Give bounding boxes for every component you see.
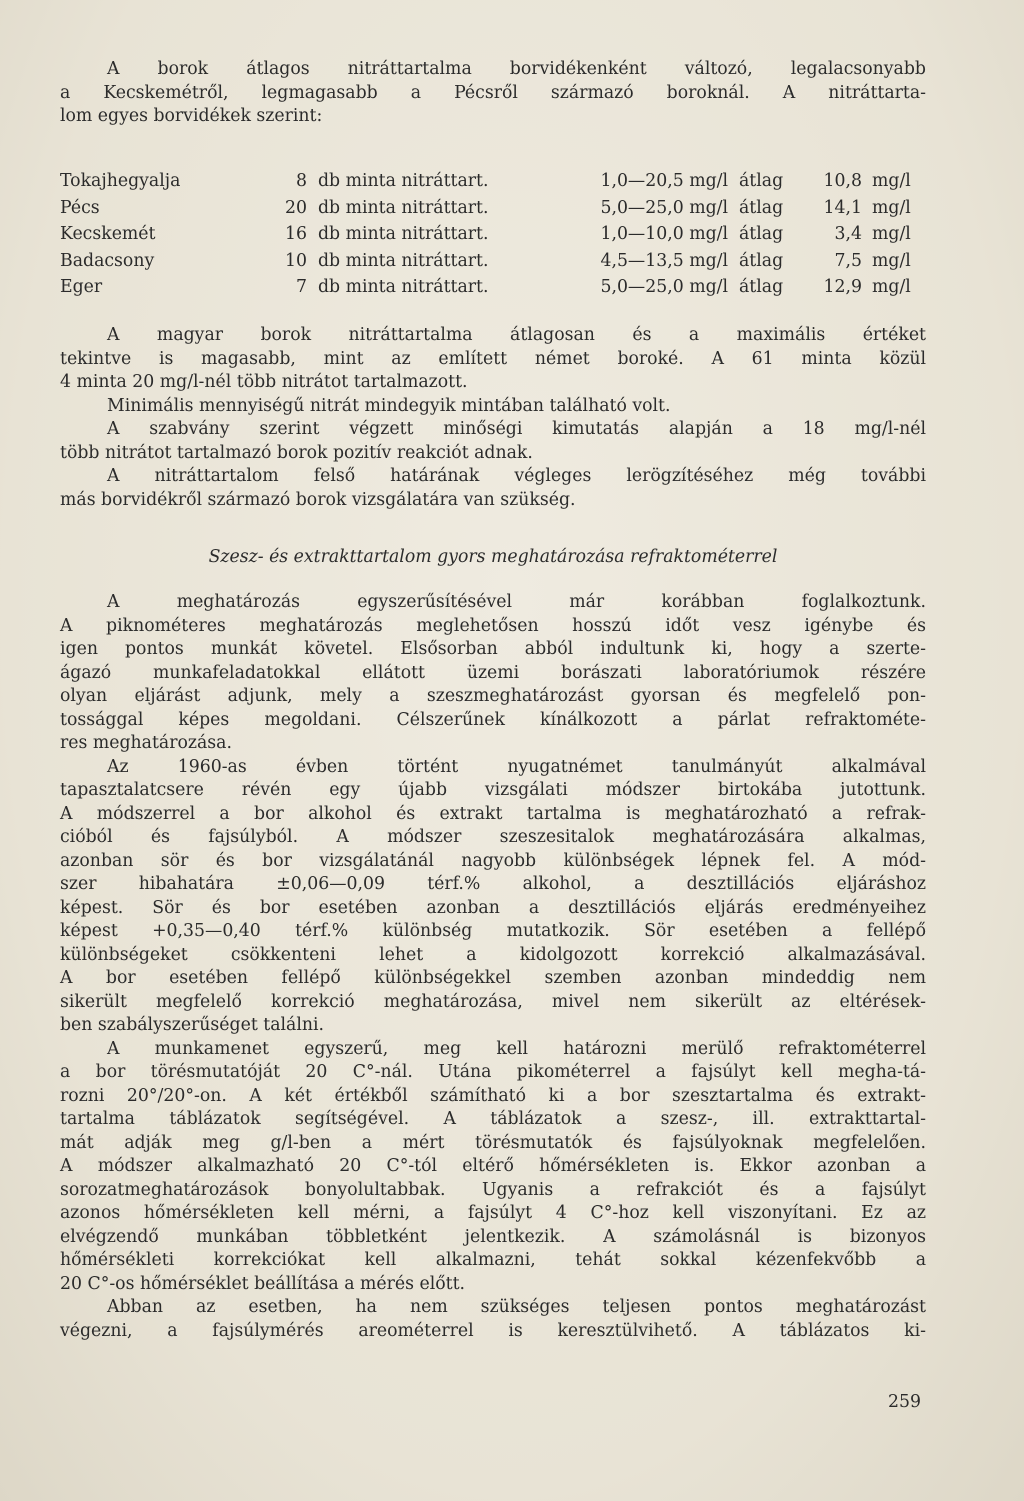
unit-cell: mg/l [872,171,911,191]
average-value-cell: 12,9 [823,277,862,297]
average-label-cell: átlag [739,171,784,191]
description-cell: db minta nitráttart. [318,224,489,244]
region-cell: Eger [60,277,103,297]
region-cell: Pécs [60,197,100,218]
range-cell: 5,0—25,0 mg/l [600,277,728,297]
average-label-cell: átlag [739,277,784,297]
text-line: A módszerrel a bor alkohol és extrakt tartalma is meghatározható a refrak- [60,803,926,824]
text-line: A borok átlagos nitráttartalma borvidékenként változó, legalacsonyabb [107,59,926,79]
text-line: A szabvány szerint végzett minőségi kimutatás alapján a 18 mg/l-nél [107,419,926,439]
page-number: 259 [888,1392,921,1412]
text-line: ágazó munkafeladatokkal ellátott üzemi borászati laboratóriumok részére [60,662,926,683]
text-line: tartalma táblázatok segítségével. A táblázatok a szesz-, ill. extrakttartal- [60,1109,926,1129]
description-cell: db minta nitráttart. [318,277,489,297]
range-cell: 5,0—25,0 mg/l [600,197,728,218]
text-line: 20 C°-os hőmérséklet beállítása a mérés előtt. [60,1273,466,1294]
text-line: a Kecskemétről, legmagasabb a Pécsről származó boroknál. A nitráttarta- [60,82,926,103]
sample-count-cell: 7 [296,277,307,297]
sample-count-cell: 16 [285,224,307,244]
sample-count-cell: 8 [296,171,307,191]
text-line: igen pontos munkát követel. Elsősorban abból indultunk ki, hogy a szerte- [60,639,926,659]
text-line: képest. Sör és bor esetében azonban a desztillációs eljárás eredményeihez [60,897,926,918]
unit-cell: mg/l [872,250,911,271]
nitrate-table [60,168,926,301]
text-line: szer hibahatára ±0,06—0,09 térf.% alkohol, a desztillációs eljáráshoz [60,874,926,894]
refractometer-paragraph [60,591,926,1343]
table-row [60,274,926,301]
text-line: A nitráttartalom felső határának végleges lerögzítéséhez még további [107,466,926,486]
text-line: hőmérsékleti korrekciókat kell alkalmazni, tehát sokkal kézenfekvőbb a [60,1250,926,1270]
text-line: képest +0,35—0,40 térf.% különbség mutatkozik. Sör esetében a fellépő [60,921,926,941]
unit-cell: mg/l [872,224,911,244]
text-line: A bor esetében fellépő különbségekkel szemben azonban mindeddig nem [60,968,926,988]
text-line: lom egyes borvidékek szerint: [60,106,323,126]
text-line: mát adják meg g/l-ben a mért törésmutatók és fajsúlyoknak megfelelően. [60,1132,926,1153]
region-cell: Kecskemét [60,224,156,244]
text-line: a bor törésmutatóját 20 C°-nál. Utána pikométerrel a fajsúlyt kell megha-tá- [60,1062,926,1082]
average-label-cell: átlag [739,224,784,244]
description-cell: db minta nitráttart. [318,171,489,191]
range-cell: 1,0—10,0 mg/l [600,224,728,244]
range-cell: 4,5—13,5 mg/l [600,250,728,271]
text-line: A módszer alkalmazható 20 C°-tól eltérő hőmérsékleten is. Ekkor azonban a [60,1156,926,1176]
text-line: Az 1960-as évben történt nyugatnémet tanulmányút alkalmával [107,756,926,777]
text-line: rozni 20°/20°-on. A két értékből számítható ki a bor szesztartalma és extrakt- [60,1085,926,1106]
text-line: Minimális mennyiségű nitrát mindegyik mintában található volt. [107,395,671,416]
text-line: több nitrátot tartalmazó borok pozitív reakciót adnak. [60,442,533,463]
unit-cell: mg/l [872,197,911,218]
text-line: A piknométeres meghatározás meglehetősen hosszú időt vesz igénybe és [60,615,926,636]
region-cell: Badacsony [60,250,155,271]
table-row [60,221,926,248]
text-line: res meghatározása. [60,733,232,753]
description-cell: db minta nitráttart. [318,197,489,218]
intro-paragraph [60,58,926,129]
average-value-cell: 7,5 [834,250,862,271]
text-line: A magyar borok nitráttartalma átlagosan és a maximális értéket [107,325,926,345]
text-line: olyan eljárást adjunk, mely a szeszmeghatározást gyorsan és megfelelő pon- [60,686,926,706]
average-value-cell: 14,1 [823,197,862,218]
text-line: ben szabályszerűséget találni. [60,1015,325,1035]
text-line: azonban sör és bor vizsgálatánál nagyobb különbségek lépnek fel. A mód- [60,850,926,871]
text-line: elvégzendő munkában többletként jelentkezik. A számolásnál is bizonyos [60,1226,926,1247]
region-cell: Tokajhegyalja [60,171,181,191]
average-label-cell: átlag [739,197,784,218]
sample-count-cell: 10 [285,250,307,271]
average-value-cell: 3,4 [834,224,862,244]
unit-cell: mg/l [872,277,911,297]
table-row [60,248,926,275]
text-line: 4 minta 20 mg/l-nél több nitrátot tartalmazott. [60,372,468,392]
text-line: A meghatározás egyszerűsítésével már korábban foglalkoztunk. [107,592,926,612]
text-line: cióból és fajsúlyból. A módszer szeszesitalok meghatározására alkalmas, [60,827,926,847]
text-line: sorozatmeghatározások bonyolultabbak. Ugyanis a refrakciót és a fajsúlyt [60,1179,926,1200]
text-line: Abban az esetben, ha nem szükséges teljesen pontos meghatározást [107,1297,926,1317]
description-cell: db minta nitráttart. [318,250,489,271]
text-line: más borvidékről származó borok vizsgálatára van szükség. [60,489,576,510]
table-row [60,195,926,222]
text-line: azonos hőmérsékleten kell mérni, a fajsúlyt 4 C°-hoz kell viszonyítani. Ez az [60,1203,926,1223]
text-line: tekintve is magasabb, mint az említett német boroké. A 61 minta közül [60,348,926,369]
sample-count-cell: 20 [285,197,307,218]
table-row [60,168,926,195]
section-heading: Szesz- és extrakttartalom gyors meghatározása refraktométerrel [208,547,778,567]
average-value-cell: 10,8 [823,171,862,191]
text-line: tossággal képes megoldani. Célszerűnek kínálkozott a párlat refraktométe- [60,709,926,730]
range-cell: 1,0—20,5 mg/l [600,171,728,191]
text-line: tapasztalatcsere révén egy újabb vizsgálati módszer birtokába jutottunk. [60,780,926,800]
average-label-cell: átlag [739,250,784,271]
nitrate-discussion-paragraph [60,324,926,512]
text-line: különbségeket csökkenteni lehet a kidolgozott korrekció alkalmazásával. [60,944,926,965]
text-line: A munkamenet egyszerű, meg kell határozni merülő refraktométerrel [107,1038,926,1059]
text-line: végezni, a fajsúlymérés areométerrel is keresztülvihető. A táblázatos ki- [60,1320,926,1341]
text-line: sikerült megfelelő korrekció meghatározása, mivel nem sikerült az eltérések- [60,991,926,1012]
